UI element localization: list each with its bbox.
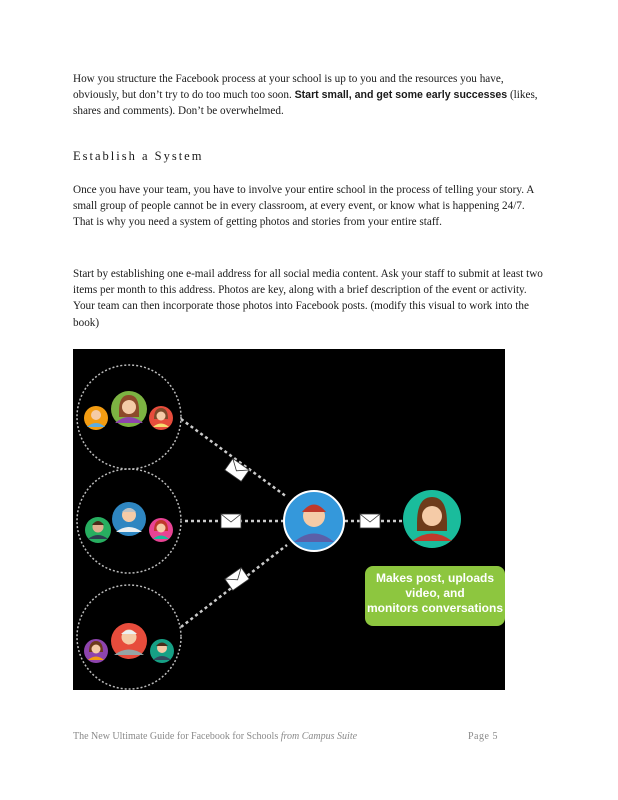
footer-title-text: The New Ultimate Guide for Facebook for Schools: [73, 731, 281, 742]
intro-text: How you structure the Facebook process at your school is up to you and the resources you have, obviously, but don’t try to do too much too soon.: [73, 73, 504, 102]
envelope-icon: [221, 514, 241, 528]
woman-pink-background-icon: [149, 518, 173, 542]
team-paragraph: Once you have your team, you have to involve your entire school in the process of telling your story. A small group of people cannot be in every classroom, at every event, or know what is happening 24/7. That is why you need a system of getting photos and stories from your entire staff.: [73, 184, 534, 229]
envelope-icon: [225, 568, 249, 591]
person-orange-shirt-icon: [84, 406, 108, 430]
workflow-diagram: [73, 349, 505, 690]
man-teal-background-icon: [150, 639, 174, 663]
footer-source: from Campus Suite: [280, 731, 358, 742]
intro-text-end: (likes, shares and comments). Don’t be overwhelmed.: [73, 89, 538, 118]
connector-top: [181, 419, 287, 497]
man-green-background-icon: [85, 517, 111, 543]
envelope-icon: [225, 459, 249, 482]
envelope-icon: [360, 514, 380, 528]
intro-paragraph: [73, 71, 545, 120]
callout-text-line: monitors conversations: [366, 601, 504, 615]
section-heading: Establish a System: [73, 149, 204, 163]
woman-green-background-icon: [111, 391, 147, 427]
social-media-manager-icon: [403, 490, 461, 548]
workflow-diagram-svg: [73, 349, 505, 690]
page-number: Page 5: [468, 731, 498, 742]
intro-bold-text: Start small, and get some early successes: [294, 89, 508, 102]
footer-title: [73, 731, 357, 742]
email-paragraph: Start by establishing one e-mail address for all social media content. Ask your staff to submit at least two items per month to this address. Photos are key, along with a brief description of the event or activity. Your team can then incorporate those photos into Facebook posts. (modify this visual to work into the book): [73, 268, 543, 329]
callout-text-line: video, and: [405, 586, 465, 600]
man-blue-background-icon: [112, 502, 146, 536]
older-man-red-background-icon: [111, 623, 147, 659]
woman-purple-background-icon: [84, 639, 108, 663]
girl-red-background-icon: [149, 406, 173, 430]
hub-coordinator-icon: [284, 491, 344, 551]
callout-text-line: Makes post, uploads: [375, 571, 495, 585]
